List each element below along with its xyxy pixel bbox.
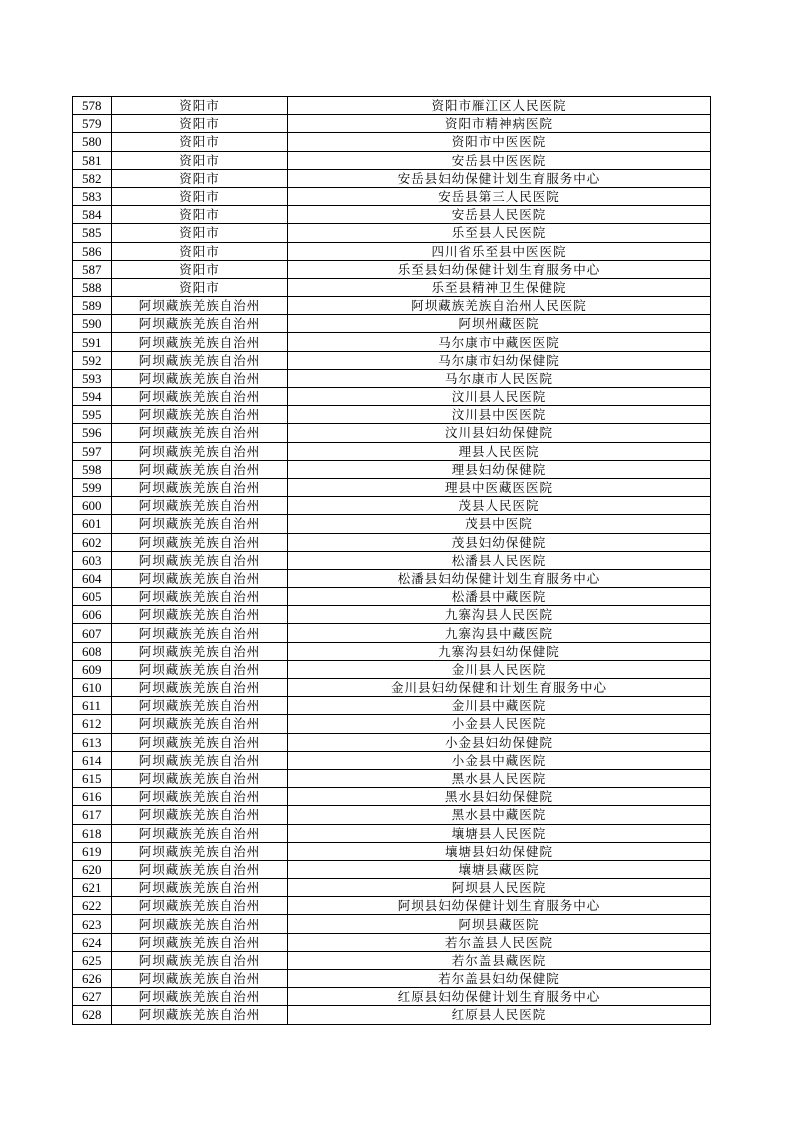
city-cell: 阿坝藏族羌族自治州 bbox=[112, 624, 288, 642]
row-number-cell: 602 bbox=[73, 533, 112, 551]
row-number-cell: 617 bbox=[73, 806, 112, 824]
table-row bbox=[73, 388, 711, 406]
table-row bbox=[73, 606, 711, 624]
hospital-name-cell: 理县妇幼保健院 bbox=[288, 460, 711, 478]
hospital-table bbox=[72, 96, 711, 1025]
table-row bbox=[73, 478, 711, 496]
hospital-name-cell: 安岳县妇幼保健计划生育服务中心 bbox=[288, 169, 711, 187]
hospital-name-cell: 金川县人民医院 bbox=[288, 660, 711, 678]
hospital-name-cell: 金川县妇幼保健和计划生育服务中心 bbox=[288, 679, 711, 697]
city-cell: 阿坝藏族羌族自治州 bbox=[112, 715, 288, 733]
hospital-name-cell: 若尔盖县藏医院 bbox=[288, 951, 711, 969]
city-cell: 阿坝藏族羌族自治州 bbox=[112, 679, 288, 697]
city-cell: 阿坝藏族羌族自治州 bbox=[112, 551, 288, 569]
row-number-cell: 608 bbox=[73, 642, 112, 660]
hospital-name-cell: 阿坝县人民医院 bbox=[288, 879, 711, 897]
city-cell: 阿坝藏族羌族自治州 bbox=[112, 788, 288, 806]
hospital-name-cell: 九寨沟县中藏医院 bbox=[288, 624, 711, 642]
table-row bbox=[73, 115, 711, 133]
city-cell: 阿坝藏族羌族自治州 bbox=[112, 588, 288, 606]
table-row bbox=[73, 133, 711, 151]
hospital-name-cell: 壤塘县妇幼保健院 bbox=[288, 842, 711, 860]
table-row bbox=[73, 1006, 711, 1024]
table-row bbox=[73, 751, 711, 769]
city-cell: 阿坝藏族羌族自治州 bbox=[112, 1006, 288, 1024]
hospital-name-cell: 资阳市雁江区人民医院 bbox=[288, 97, 711, 115]
row-number-cell: 603 bbox=[73, 551, 112, 569]
row-number-cell: 618 bbox=[73, 824, 112, 842]
table-row bbox=[73, 315, 711, 333]
table-row bbox=[73, 406, 711, 424]
city-cell: 阿坝藏族羌族自治州 bbox=[112, 460, 288, 478]
hospital-name-cell: 茂县中医院 bbox=[288, 515, 711, 533]
city-cell: 资阳市 bbox=[112, 242, 288, 260]
hospital-name-cell: 九寨沟县人民医院 bbox=[288, 606, 711, 624]
row-number-cell: 614 bbox=[73, 751, 112, 769]
city-cell: 资阳市 bbox=[112, 187, 288, 205]
city-cell: 阿坝藏族羌族自治州 bbox=[112, 806, 288, 824]
table-row bbox=[73, 679, 711, 697]
row-number-cell: 586 bbox=[73, 242, 112, 260]
city-cell: 阿坝藏族羌族自治州 bbox=[112, 388, 288, 406]
table-row bbox=[73, 260, 711, 278]
city-cell: 资阳市 bbox=[112, 151, 288, 169]
row-number-cell: 580 bbox=[73, 133, 112, 151]
row-number-cell: 598 bbox=[73, 460, 112, 478]
row-number-cell: 601 bbox=[73, 515, 112, 533]
city-cell: 阿坝藏族羌族自治州 bbox=[112, 660, 288, 678]
city-cell: 阿坝藏族羌族自治州 bbox=[112, 478, 288, 496]
row-number-cell: 621 bbox=[73, 879, 112, 897]
row-number-cell: 616 bbox=[73, 788, 112, 806]
row-number-cell: 611 bbox=[73, 697, 112, 715]
hospital-name-cell: 资阳市中医医院 bbox=[288, 133, 711, 151]
hospital-name-cell: 安岳县中医医院 bbox=[288, 151, 711, 169]
hospital-table-body bbox=[73, 97, 711, 1025]
table-row bbox=[73, 660, 711, 678]
table-row bbox=[73, 297, 711, 315]
row-number-cell: 623 bbox=[73, 915, 112, 933]
row-number-cell: 579 bbox=[73, 115, 112, 133]
hospital-name-cell: 若尔盖县人民医院 bbox=[288, 933, 711, 951]
hospital-name-cell: 汶川县中医医院 bbox=[288, 406, 711, 424]
row-number-cell: 584 bbox=[73, 206, 112, 224]
city-cell: 阿坝藏族羌族自治州 bbox=[112, 860, 288, 878]
table-row bbox=[73, 224, 711, 242]
city-cell: 资阳市 bbox=[112, 97, 288, 115]
city-cell: 阿坝藏族羌族自治州 bbox=[112, 733, 288, 751]
table-row bbox=[73, 879, 711, 897]
city-cell: 阿坝藏族羌族自治州 bbox=[112, 369, 288, 387]
row-number-cell: 578 bbox=[73, 97, 112, 115]
hospital-name-cell: 乐至县人民医院 bbox=[288, 224, 711, 242]
city-cell: 阿坝藏族羌族自治州 bbox=[112, 824, 288, 842]
table-row bbox=[73, 497, 711, 515]
row-number-cell: 588 bbox=[73, 278, 112, 296]
table-row bbox=[73, 460, 711, 478]
hospital-name-cell: 安岳县人民医院 bbox=[288, 206, 711, 224]
hospital-name-cell: 资阳市精神病医院 bbox=[288, 115, 711, 133]
city-cell: 阿坝藏族羌族自治州 bbox=[112, 606, 288, 624]
table-row bbox=[73, 206, 711, 224]
row-number-cell: 595 bbox=[73, 406, 112, 424]
table-row bbox=[73, 951, 711, 969]
hospital-name-cell: 四川省乐至县中医医院 bbox=[288, 242, 711, 260]
row-number-cell: 605 bbox=[73, 588, 112, 606]
table-row bbox=[73, 278, 711, 296]
row-number-cell: 594 bbox=[73, 388, 112, 406]
table-row bbox=[73, 933, 711, 951]
city-cell: 阿坝藏族羌族自治州 bbox=[112, 933, 288, 951]
row-number-cell: 582 bbox=[73, 169, 112, 187]
table-row bbox=[73, 97, 711, 115]
hospital-list-page bbox=[72, 96, 710, 1025]
hospital-name-cell: 壤塘县藏医院 bbox=[288, 860, 711, 878]
row-number-cell: 587 bbox=[73, 260, 112, 278]
table-row bbox=[73, 788, 711, 806]
row-number-cell: 609 bbox=[73, 660, 112, 678]
row-number-cell: 596 bbox=[73, 424, 112, 442]
hospital-name-cell: 马尔康市妇幼保健院 bbox=[288, 351, 711, 369]
table-row bbox=[73, 187, 711, 205]
table-row bbox=[73, 733, 711, 751]
hospital-name-cell: 乐至县精神卫生保健院 bbox=[288, 278, 711, 296]
hospital-name-cell: 黑水县人民医院 bbox=[288, 769, 711, 787]
city-cell: 资阳市 bbox=[112, 133, 288, 151]
table-row bbox=[73, 806, 711, 824]
table-row bbox=[73, 588, 711, 606]
hospital-name-cell: 小金县妇幼保健院 bbox=[288, 733, 711, 751]
city-cell: 阿坝藏族羌族自治州 bbox=[112, 424, 288, 442]
table-row bbox=[73, 769, 711, 787]
hospital-name-cell: 汶川县人民医院 bbox=[288, 388, 711, 406]
city-cell: 阿坝藏族羌族自治州 bbox=[112, 751, 288, 769]
row-number-cell: 610 bbox=[73, 679, 112, 697]
hospital-name-cell: 若尔盖县妇幼保健院 bbox=[288, 970, 711, 988]
row-number-cell: 606 bbox=[73, 606, 112, 624]
hospital-name-cell: 阿坝县妇幼保健计划生育服务中心 bbox=[288, 897, 711, 915]
table-row bbox=[73, 569, 711, 587]
hospital-name-cell: 九寨沟县妇幼保健院 bbox=[288, 642, 711, 660]
hospital-name-cell: 茂县人民医院 bbox=[288, 497, 711, 515]
table-row bbox=[73, 551, 711, 569]
table-row bbox=[73, 369, 711, 387]
city-cell: 阿坝藏族羌族自治州 bbox=[112, 315, 288, 333]
row-number-cell: 581 bbox=[73, 151, 112, 169]
city-cell: 阿坝藏族羌族自治州 bbox=[112, 769, 288, 787]
table-row bbox=[73, 642, 711, 660]
hospital-name-cell: 马尔康市中藏医医院 bbox=[288, 333, 711, 351]
table-row bbox=[73, 515, 711, 533]
table-row bbox=[73, 897, 711, 915]
city-cell: 资阳市 bbox=[112, 115, 288, 133]
row-number-cell: 589 bbox=[73, 297, 112, 315]
row-number-cell: 620 bbox=[73, 860, 112, 878]
city-cell: 阿坝藏族羌族自治州 bbox=[112, 297, 288, 315]
table-row bbox=[73, 842, 711, 860]
hospital-name-cell: 松潘县人民医院 bbox=[288, 551, 711, 569]
city-cell: 阿坝藏族羌族自治州 bbox=[112, 970, 288, 988]
hospital-name-cell: 阿坝州藏医院 bbox=[288, 315, 711, 333]
row-number-cell: 625 bbox=[73, 951, 112, 969]
row-number-cell: 613 bbox=[73, 733, 112, 751]
table-row bbox=[73, 697, 711, 715]
table-row bbox=[73, 242, 711, 260]
hospital-name-cell: 安岳县第三人民医院 bbox=[288, 187, 711, 205]
table-row bbox=[73, 824, 711, 842]
row-number-cell: 604 bbox=[73, 569, 112, 587]
city-cell: 阿坝藏族羌族自治州 bbox=[112, 697, 288, 715]
row-number-cell: 593 bbox=[73, 369, 112, 387]
city-cell: 阿坝藏族羌族自治州 bbox=[112, 533, 288, 551]
hospital-name-cell: 松潘县妇幼保健计划生育服务中心 bbox=[288, 569, 711, 587]
row-number-cell: 585 bbox=[73, 224, 112, 242]
hospital-name-cell: 阿坝县藏医院 bbox=[288, 915, 711, 933]
city-cell: 阿坝藏族羌族自治州 bbox=[112, 442, 288, 460]
hospital-name-cell: 黑水县中藏医院 bbox=[288, 806, 711, 824]
row-number-cell: 592 bbox=[73, 351, 112, 369]
row-number-cell: 628 bbox=[73, 1006, 112, 1024]
city-cell: 阿坝藏族羌族自治州 bbox=[112, 988, 288, 1006]
row-number-cell: 612 bbox=[73, 715, 112, 733]
table-row bbox=[73, 915, 711, 933]
city-cell: 阿坝藏族羌族自治州 bbox=[112, 842, 288, 860]
city-cell: 阿坝藏族羌族自治州 bbox=[112, 515, 288, 533]
hospital-name-cell: 小金县中藏医院 bbox=[288, 751, 711, 769]
hospital-name-cell: 黑水县妇幼保健院 bbox=[288, 788, 711, 806]
table-row bbox=[73, 988, 711, 1006]
table-row bbox=[73, 442, 711, 460]
hospital-name-cell: 理县中医藏医医院 bbox=[288, 478, 711, 496]
city-cell: 阿坝藏族羌族自治州 bbox=[112, 351, 288, 369]
table-row bbox=[73, 533, 711, 551]
hospital-name-cell: 红原县人民医院 bbox=[288, 1006, 711, 1024]
city-cell: 阿坝藏族羌族自治州 bbox=[112, 569, 288, 587]
hospital-name-cell: 茂县妇幼保健院 bbox=[288, 533, 711, 551]
hospital-name-cell: 红原县妇幼保健计划生育服务中心 bbox=[288, 988, 711, 1006]
table-row bbox=[73, 860, 711, 878]
hospital-name-cell: 壤塘县人民医院 bbox=[288, 824, 711, 842]
city-cell: 阿坝藏族羌族自治州 bbox=[112, 879, 288, 897]
city-cell: 阿坝藏族羌族自治州 bbox=[112, 406, 288, 424]
city-cell: 阿坝藏族羌族自治州 bbox=[112, 497, 288, 515]
row-number-cell: 626 bbox=[73, 970, 112, 988]
row-number-cell: 600 bbox=[73, 497, 112, 515]
table-row bbox=[73, 624, 711, 642]
city-cell: 阿坝藏族羌族自治州 bbox=[112, 951, 288, 969]
row-number-cell: 597 bbox=[73, 442, 112, 460]
hospital-name-cell: 阿坝藏族羌族自治州人民医院 bbox=[288, 297, 711, 315]
row-number-cell: 615 bbox=[73, 769, 112, 787]
table-row bbox=[73, 333, 711, 351]
hospital-name-cell: 理县人民医院 bbox=[288, 442, 711, 460]
city-cell: 资阳市 bbox=[112, 278, 288, 296]
table-row bbox=[73, 970, 711, 988]
row-number-cell: 619 bbox=[73, 842, 112, 860]
city-cell: 资阳市 bbox=[112, 224, 288, 242]
hospital-name-cell: 汶川县妇幼保健院 bbox=[288, 424, 711, 442]
row-number-cell: 622 bbox=[73, 897, 112, 915]
table-row bbox=[73, 715, 711, 733]
hospital-name-cell: 马尔康市人民医院 bbox=[288, 369, 711, 387]
table-row bbox=[73, 351, 711, 369]
city-cell: 阿坝藏族羌族自治州 bbox=[112, 897, 288, 915]
row-number-cell: 599 bbox=[73, 478, 112, 496]
city-cell: 阿坝藏族羌族自治州 bbox=[112, 642, 288, 660]
row-number-cell: 590 bbox=[73, 315, 112, 333]
city-cell: 资阳市 bbox=[112, 206, 288, 224]
city-cell: 阿坝藏族羌族自治州 bbox=[112, 333, 288, 351]
table-row bbox=[73, 151, 711, 169]
hospital-name-cell: 乐至县妇幼保健计划生育服务中心 bbox=[288, 260, 711, 278]
table-row bbox=[73, 169, 711, 187]
city-cell: 资阳市 bbox=[112, 169, 288, 187]
row-number-cell: 591 bbox=[73, 333, 112, 351]
row-number-cell: 624 bbox=[73, 933, 112, 951]
row-number-cell: 627 bbox=[73, 988, 112, 1006]
hospital-name-cell: 小金县人民医院 bbox=[288, 715, 711, 733]
row-number-cell: 607 bbox=[73, 624, 112, 642]
hospital-name-cell: 金川县中藏医院 bbox=[288, 697, 711, 715]
city-cell: 阿坝藏族羌族自治州 bbox=[112, 915, 288, 933]
table-row bbox=[73, 424, 711, 442]
row-number-cell: 583 bbox=[73, 187, 112, 205]
city-cell: 资阳市 bbox=[112, 260, 288, 278]
hospital-name-cell: 松潘县中藏医院 bbox=[288, 588, 711, 606]
